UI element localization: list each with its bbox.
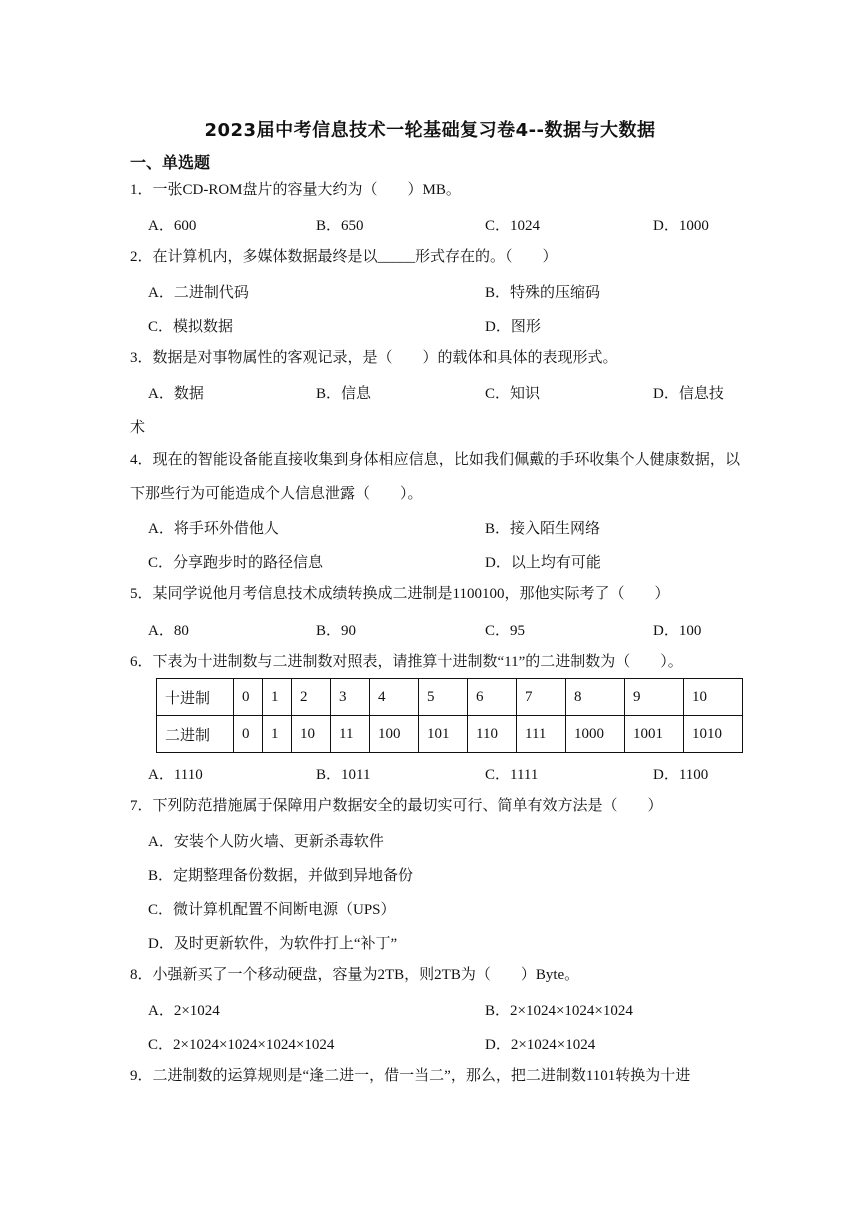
table-cell: 100 — [370, 716, 419, 753]
table-cell: 1010 — [684, 716, 743, 753]
q8-option-a: A．2×1024 — [148, 1003, 220, 1019]
q3-option-c: C．知识 — [485, 386, 541, 402]
table-cell: 6 — [468, 679, 517, 716]
q4-option-d: D．以上均有可能 — [485, 555, 601, 571]
table-cell: 0 — [234, 716, 263, 753]
table-cell: 十进制 — [157, 679, 234, 716]
q4-option-b: B．接入陌生网络 — [485, 521, 601, 537]
question-4: 4．现在的智能设备能直接收集到身体相应信息，比如我们佩戴的手环收集个人健康数据，以下那些行为可能造成个人信息泄露（ ）。 — [130, 452, 740, 502]
question-9: 9．二进制数的运算规则是“逢二进一，借一当二”，那么，把二进制数1101转换为十进 — [130, 1068, 691, 1084]
q1-option-b: B．650 — [316, 218, 364, 234]
question-2: 2．在计算机内，多媒体数据最终是以_____形式存在的。（ ） — [130, 249, 558, 265]
table-cell: 8 — [566, 679, 625, 716]
q6-option-d: D．1100 — [653, 767, 709, 783]
table-cell: 110 — [468, 716, 517, 753]
q8-option-c: C．2×1024×1024×1024×1024 — [148, 1037, 335, 1053]
q3-option-d-continuation: 术 — [130, 420, 146, 436]
q6-option-a: A．1110 — [148, 767, 203, 783]
table-cell: 3 — [331, 679, 370, 716]
table-cell: 10 — [292, 716, 331, 753]
q5-option-b: B．90 — [316, 623, 357, 639]
table-row-binary — [157, 716, 743, 753]
q7-option-a: A．安装个人防火墙、更新杀毒软件 — [148, 834, 384, 850]
table-cell: 9 — [625, 679, 684, 716]
q8-option-d: D．2×1024×1024 — [485, 1037, 596, 1053]
q4-option-c: C．分享跑步时的路径信息 — [148, 555, 324, 571]
q2-option-c: C．模拟数据 — [148, 319, 234, 335]
question-7: 7．下列防范措施属于保障用户数据安全的最切实可行、简单有效方法是（ ） — [130, 798, 663, 814]
table-cell: 7 — [517, 679, 566, 716]
q7-option-c: C．微计算机配置不间断电源（UPS） — [148, 902, 396, 918]
q3-option-a: A．数据 — [148, 386, 204, 402]
q7-option-b: B．定期整理备份数据，并做到异地备份 — [148, 868, 414, 884]
table-cell: 5 — [419, 679, 468, 716]
q3-option-b: B．信息 — [316, 386, 372, 402]
question-6: 6．下表为十进制数与二进制数对照表，请推算十进制数“11”的二进制数为（ ）。 — [130, 654, 683, 670]
question-5: 5．某同学说他月考信息技术成绩转换成二进制是1100100，那他实际考了（ ） — [130, 586, 670, 602]
q3-option-d: D．信息技 — [653, 386, 724, 402]
table-cell: 1 — [263, 716, 292, 753]
table-cell: 1001 — [625, 716, 684, 753]
q5-option-a: A．80 — [148, 623, 189, 639]
question-3: 3．数据是对事物属性的客观记录，是（ ）的载体和具体的表现形式。 — [130, 350, 618, 366]
q2-option-d: D．图形 — [485, 319, 541, 335]
table-cell: 2 — [292, 679, 331, 716]
decimal-binary-table — [156, 678, 743, 753]
q1-option-d: D．1000 — [653, 218, 709, 234]
table-cell: 二进制 — [157, 716, 234, 753]
table-cell: 1 — [263, 679, 292, 716]
table-cell: 1000 — [566, 716, 625, 753]
q5-option-c: C．95 — [485, 623, 526, 639]
q2-option-b: B．特殊的压缩码 — [485, 285, 601, 301]
table-cell: 0 — [234, 679, 263, 716]
q7-option-d: D．及时更新软件，为软件打上“补丁” — [148, 936, 398, 952]
q8-option-b: B．2×1024×1024×1024 — [485, 1003, 633, 1019]
q2-option-a: A．二进制代码 — [148, 285, 249, 301]
question-8: 8．小强新买了一个移动硬盘，容量为2TB，则2TB为（ ）Byte。 — [130, 967, 580, 983]
table-cell: 111 — [517, 716, 566, 753]
q6-option-c: C．1111 — [485, 767, 539, 783]
question-1: 1．一张CD-ROM盘片的容量大约为（ ）MB。 — [130, 182, 461, 198]
table-cell: 101 — [419, 716, 468, 753]
document-title: 2023届中考信息技术一轮基础复习卷4--数据与大数据 — [204, 120, 656, 141]
table-cell: 4 — [370, 679, 419, 716]
q1-option-c: C．1024 — [485, 218, 541, 234]
q5-option-d: D．100 — [653, 623, 702, 639]
table-row-decimal — [157, 679, 743, 716]
q4-option-a: A．将手环外借他人 — [148, 521, 279, 537]
q1-option-a: A．600 — [148, 218, 197, 234]
table-cell: 10 — [684, 679, 743, 716]
table-cell: 11 — [331, 716, 370, 753]
q6-option-b: B．1011 — [316, 767, 371, 783]
section-heading: 一、单选题 — [130, 153, 211, 172]
